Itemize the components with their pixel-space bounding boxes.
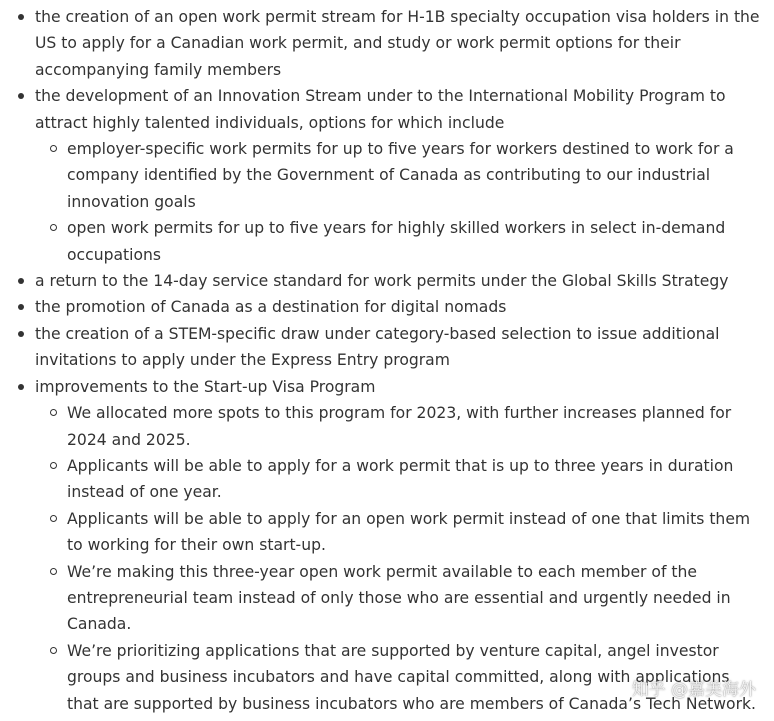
sub-list-item [67, 506, 760, 559]
bullet-disc-icon [18, 93, 24, 99]
list-item [35, 321, 760, 374]
list-item-text: the development of an Innovation Stream under to the International Mobility Program to attract highly talented individuals, options for which include [35, 87, 726, 132]
sub-list-item [67, 453, 760, 506]
bullet-disc-icon [18, 331, 24, 337]
sub-list-item-text: We’re prioritizing applications that are supported by venture capital, angel investor groups and business incubators and have capital committed, along with applications that are supported by business incubators who are members of Canada’s Tech Network. [67, 641, 756, 713]
sub-list-item-text: We’re making this three-year open work permit available to each member of the entrepreneurial team instead of only those who are essential and urgently needed in Canada. [67, 562, 731, 634]
sub-list-item [67, 559, 760, 638]
bullet-disc-icon [18, 384, 24, 390]
sub-list-item-text: employer-specific work permits for up to five years for workers destined to work for a company identified by the Government of Canada as contributing to our industrial innovation goals [67, 140, 734, 211]
sub-list-item-text: Applicants will be able to apply for an open work permit instead of one that limits them to working for their own start-up. [67, 509, 751, 555]
bullet-circle-icon [50, 224, 57, 231]
document-body [0, 4, 760, 717]
list-item [35, 374, 760, 717]
list-item-text: a return to the 14-day service standard for work permits under the Global Skills Strategy [35, 272, 729, 291]
bullet-disc-icon [18, 14, 24, 20]
list-item [35, 294, 760, 320]
sub-list [35, 400, 760, 717]
bullet-circle-icon [50, 462, 57, 469]
sub-list-item-text: We allocated more spots to this program for 2023, with further increases planned for 2024 and 2025. [67, 404, 732, 449]
bullet-circle-icon [50, 409, 57, 416]
sub-list-item [67, 215, 760, 268]
list-item [35, 83, 760, 268]
sub-list-item [67, 136, 760, 215]
list-item [35, 4, 760, 83]
bullet-disc-icon [18, 304, 24, 310]
list-item [35, 268, 760, 294]
bullet-circle-icon [50, 515, 57, 522]
sub-list-item-text: open work permits for up to five years for highly skilled workers in select in-demand occupations [67, 219, 726, 264]
bullet-disc-icon [18, 278, 24, 284]
sub-list-item [67, 400, 760, 453]
bullet-circle-icon [50, 145, 57, 152]
bullet-list [0, 4, 760, 717]
sub-list-item-text: Applicants will be able to apply for a work permit that is up to three years in duration instead of one year. [67, 456, 734, 502]
watermark: 知乎 @嘉美海外 [631, 679, 756, 700]
list-item-text: the creation of an open work permit stream for H-1B specialty occupation visa holders in the US to apply for a Canadian work permit, and study or work permit options for their accompanying family members [35, 8, 760, 79]
list-item-text: improvements to the Start-up Visa Program [35, 377, 376, 396]
list-item-text: the creation of a STEM-specific draw under category-based selection to issue additional invitations to apply under the Express Entry program [35, 324, 720, 370]
bullet-circle-icon [50, 647, 57, 654]
sub-list [35, 136, 760, 268]
bullet-circle-icon [50, 568, 57, 575]
list-item-text: the promotion of Canada as a destination for digital nomads [35, 298, 507, 317]
